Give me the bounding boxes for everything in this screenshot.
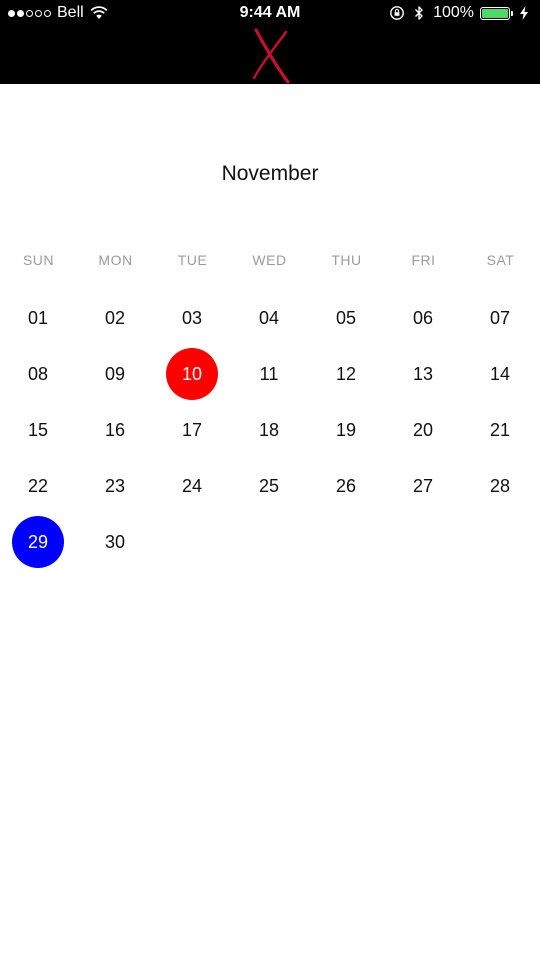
weekday-header — [0, 252, 540, 272]
calendar-day[interactable]: 24 — [181, 475, 203, 496]
calendar-day[interactable]: 09 — [104, 363, 126, 384]
weekday-label-mon: MON — [98, 252, 133, 268]
status-time: 9:44 AM — [239, 4, 301, 21]
calendar-day-today[interactable]: 10 — [166, 348, 218, 400]
x-logo-icon — [246, 26, 296, 84]
calendar-day[interactable]: 25 — [258, 475, 280, 496]
calendar-day-selected[interactable]: 29 — [12, 516, 64, 568]
calendar-day[interactable]: 02 — [104, 307, 126, 328]
calendar-day[interactable]: 01 — [27, 307, 49, 328]
calendar-day[interactable]: 30 — [104, 531, 126, 552]
calendar-day-grid — [0, 290, 540, 590]
calendar-day[interactable]: 04 — [258, 307, 280, 328]
calendar-day[interactable]: 20 — [412, 419, 434, 440]
calendar-day[interactable]: 11 — [259, 363, 279, 384]
weekday-label-thu: THU — [331, 252, 362, 268]
calendar-day[interactable]: 28 — [489, 475, 511, 496]
weekday-label-wed: WED — [252, 252, 287, 268]
battery-percentage: 100% — [433, 4, 474, 21]
calendar-day[interactable]: 22 — [27, 475, 49, 496]
weekday-label-sun: SUN — [22, 252, 55, 268]
carrier-name: Bell — [57, 4, 84, 21]
calendar-day[interactable]: 06 — [412, 307, 434, 328]
month-title: November — [221, 162, 319, 185]
calendar-day[interactable]: 15 — [27, 419, 49, 440]
calendar-day[interactable]: 26 — [335, 475, 357, 496]
calendar-day[interactable]: 12 — [335, 363, 357, 384]
calendar-day[interactable]: 05 — [335, 307, 357, 328]
battery-level-fill — [482, 9, 508, 18]
calendar-day[interactable]: 13 — [412, 363, 434, 384]
charging-bolt-icon — [516, 5, 532, 21]
calendar-day[interactable]: 21 — [489, 419, 511, 440]
calendar-day[interactable]: 14 — [489, 363, 511, 384]
bluetooth-icon — [411, 5, 427, 21]
calendar-day[interactable]: 27 — [412, 475, 434, 496]
calendar-day[interactable]: 16 — [104, 419, 126, 440]
calendar-day[interactable]: 03 — [181, 307, 203, 328]
calendar-day[interactable]: 08 — [27, 363, 49, 384]
status-bar — [0, 0, 540, 28]
calendar-day[interactable]: 19 — [335, 419, 357, 440]
calendar-day[interactable]: 17 — [181, 419, 203, 440]
calendar-day[interactable]: 18 — [258, 419, 280, 440]
battery-icon — [480, 7, 510, 20]
weekday-label-fri: FRI — [411, 252, 436, 268]
status-bar-right — [389, 4, 532, 22]
calendar-day[interactable]: 07 — [489, 307, 511, 328]
weekday-label-sat: SAT — [486, 252, 515, 268]
calendar-day[interactable]: 23 — [104, 475, 126, 496]
header-bar — [0, 0, 540, 84]
rotation-lock-icon — [389, 5, 405, 21]
weekday-label-tue: TUE — [177, 252, 208, 268]
